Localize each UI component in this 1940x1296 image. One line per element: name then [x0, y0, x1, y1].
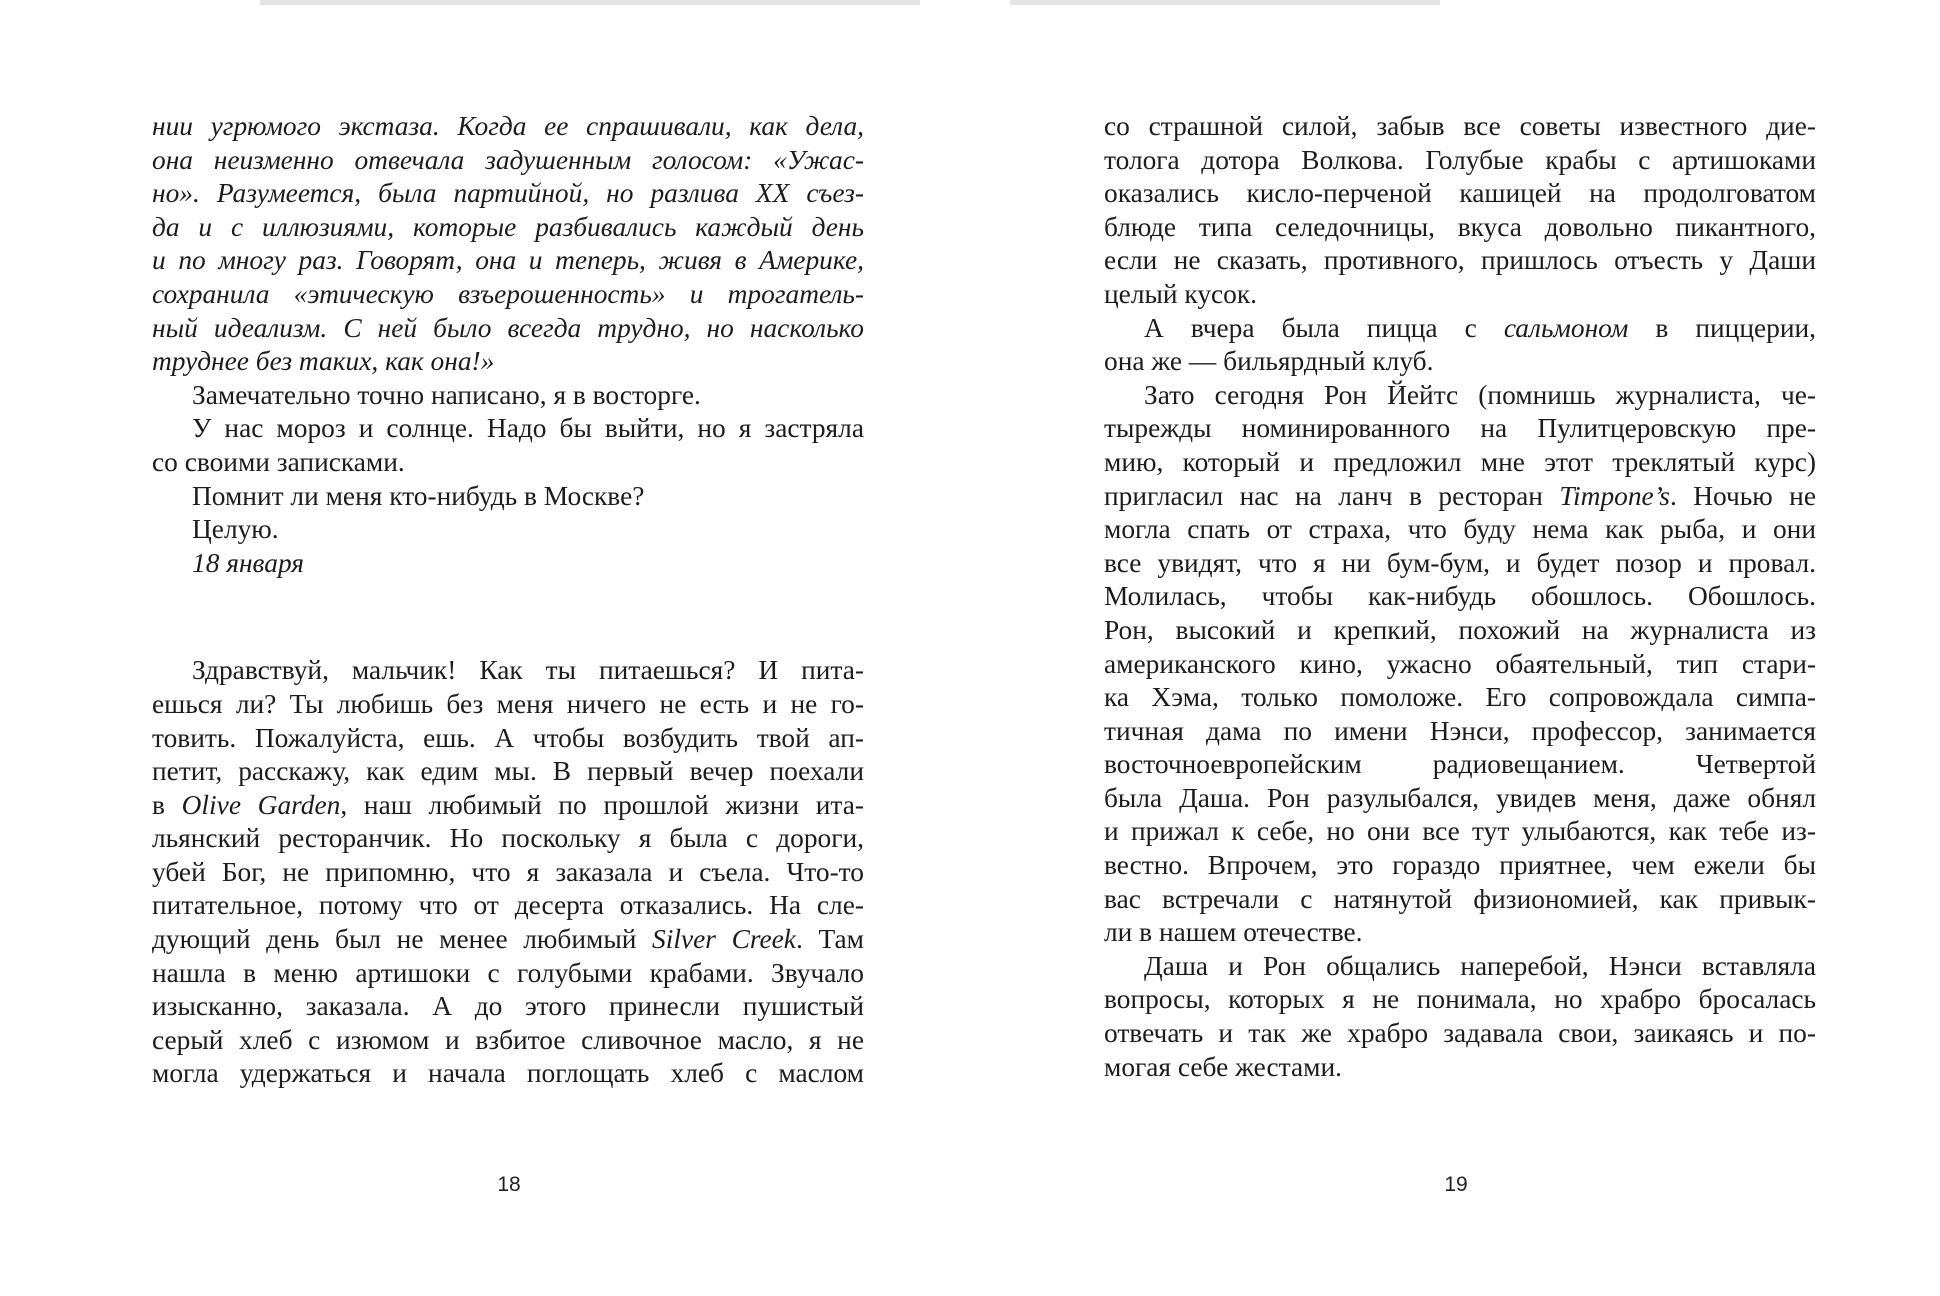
- text-line: отвечать и так же храбро задавала свои, заикаясь и по-: [1104, 1018, 1816, 1049]
- text-line: Даша и Рон общались наперебой, Нэнси вставляла: [1144, 950, 1816, 981]
- text-line: Здравствуй, мальчик! Как ты питаешься? И пита-: [192, 655, 864, 686]
- text-line: вопросы, которых я не понимала, но храбро бросалась: [1104, 984, 1816, 1015]
- text-line: нии угрюмого экстаза. Когда ее спрашивали, как дела,: [152, 111, 864, 141]
- text-line: изысканно, заказала. А до этого принесли пушистый: [152, 991, 864, 1022]
- text-line: ешься ли? Ты любишь без меня ничего не есть и не го-: [152, 688, 864, 719]
- text-line: петит, расскажу, как едим мы. В первый вечер поехали: [152, 756, 864, 787]
- text-line: но». Разумеется, была партийной, но разлива XX съез-: [152, 178, 864, 209]
- text-line: ный идеализм. С ней было всегда трудно, но насколько: [152, 312, 864, 343]
- quoted-paragraph: [152, 110, 864, 379]
- text-segment: , наш любимый по прошлой жизни ита-: [340, 789, 864, 820]
- text-line: сохранила «этическую взъерошенность» и трогатель-: [152, 278, 864, 309]
- text-line: и по многу раз. Говорят, она и теперь, живя в Америке,: [152, 245, 864, 276]
- letter-paragraph: [152, 654, 864, 1091]
- text-line: мию, который и предложил мне этот треклятый курс): [1104, 446, 1816, 477]
- text-segment: . Там: [795, 924, 864, 955]
- text-line: [152, 923, 864, 957]
- paragraph-pizza: [1104, 312, 1816, 379]
- text-line: оказались кисло-перченой кашицей на продолговатом: [1104, 178, 1816, 209]
- text-segment: в пиццерии,: [1628, 312, 1817, 343]
- text-segment: . Ночью не: [1669, 480, 1816, 511]
- text-segment: А вчера была пицца с: [1144, 312, 1504, 343]
- text-segment: дующий день был не менее любимый: [152, 924, 653, 955]
- text-line: тырежды номинированного на Пулитцеровскую пре-: [1104, 413, 1816, 444]
- paragraph-weather: [152, 412, 864, 479]
- page-top-edge: [260, 0, 920, 5]
- letter-date: 18 января: [192, 547, 305, 578]
- text-line: со своими записками.: [152, 446, 405, 477]
- restaurant-name: Olive Garden: [181, 789, 341, 820]
- text-line: Рон, высокий и крепкий, похожий на журналиста из: [1104, 614, 1816, 645]
- paragraph-question: Помнит ли меня кто-нибудь в Москве?: [192, 480, 645, 511]
- left-page: [152, 110, 864, 1091]
- text-line: и прижал к себе, но они все тут улыбаются, как тебе из-: [1104, 816, 1816, 847]
- text-line: она же — бильярдный клуб.: [1104, 346, 1434, 377]
- text-line: У нас мороз и солнце. Надо бы выйти, но я застряла: [192, 413, 864, 444]
- text-line: тичная дама по имени Нэнси, профессор, занимается: [1104, 715, 1816, 746]
- text-line: ли в нашем отечестве.: [1104, 917, 1363, 948]
- restaurant-name: Timpone’s: [1559, 480, 1670, 511]
- paragraph-continuation: [1104, 110, 1816, 312]
- paragraph-closing: Целую.: [192, 514, 279, 545]
- text-line: вас встречали с натянутой физиономией, как привык-: [1104, 883, 1816, 914]
- paragraph-admiration: Замечательно точно написано, я в восторге.: [192, 379, 701, 410]
- paragraph-conversation: [1104, 950, 1816, 1084]
- text-line: со страшной силой, забыв все советы известного дие-: [1104, 111, 1816, 141]
- text-line: вестно. Впрочем, это гораздо приятнее, чем ежели бы: [1104, 850, 1816, 881]
- text-line: Молилась, чтобы как-нибудь обошлось. Обошлось.: [1104, 581, 1816, 612]
- text-line: убей Бог, не припомню, что я заказала и съела. Что-то: [152, 856, 864, 887]
- text-line: толога дотора Волкова. Голубые крабы с артишоками: [1104, 144, 1816, 175]
- text-line: Зато сегодня Рон Йейтс (помнишь журналиста, че-: [1144, 379, 1816, 410]
- text-line: льянский ресторанчик. Но поскольку я была с дороги,: [152, 823, 864, 854]
- right-page: [1104, 110, 1816, 1084]
- text-line: она неизменно отвечала задушенным голосом: «Ужас-: [152, 144, 864, 175]
- page-top-edge: [1010, 0, 1440, 5]
- text-line: была Даша. Рон разулыбался, увидев меня, даже обнял: [1104, 782, 1816, 813]
- text-line: [152, 789, 864, 823]
- text-line: товить. Пожалуйста, ешь. А чтобы возбудить твой ап-: [152, 722, 864, 753]
- text-line: могла удержаться и начала поглощать хлеб с маслом: [152, 1058, 864, 1089]
- text-segment: пригласил нас на ланч в ресторан: [1104, 480, 1560, 511]
- text-line: [1104, 480, 1816, 514]
- text-line: могла спать от страха, что буду нема как рыба, и они: [1104, 514, 1816, 545]
- paragraph-lunch: [1104, 379, 1816, 950]
- text-line: [1104, 312, 1816, 346]
- emphasized-word: сальмоном: [1503, 312, 1629, 343]
- text-line: восточноевропейским радиовещанием. Четвертой: [1104, 749, 1816, 780]
- text-line: американского кино, ужасно обаятельный, тип стари-: [1104, 648, 1816, 679]
- text-line: могая себе жестами.: [1104, 1051, 1342, 1082]
- text-line: серый хлеб с изюмом и взбитое сливочное масло, я не: [152, 1024, 864, 1055]
- page-number: 19: [1444, 1173, 1468, 1196]
- text-line: нашла в меню артишоки с голубыми крабами. Звучало: [152, 957, 864, 988]
- text-line: да и с иллюзиями, которые разбивались каждый день: [152, 211, 864, 242]
- text-line: блюде типа селедочницы, вкуса довольно пикантного,: [1104, 211, 1816, 242]
- text-line: труднее без таких, как она!»: [152, 346, 495, 377]
- text-line: питательное, потому что от десерта отказались. На сле-: [152, 890, 864, 921]
- text-line: целый кусок.: [1104, 278, 1258, 309]
- text-line: все увидят, что я ни бум-бум, и будет позор и провал.: [1104, 547, 1816, 578]
- text-line: ка Хэма, только помоложе. Его сопровождала симпа-: [1104, 682, 1816, 713]
- text-line: если не сказать, противного, пришлось отъесть у Даши: [1104, 245, 1816, 276]
- restaurant-name: Silver Creek: [652, 924, 796, 955]
- text-segment: в: [152, 789, 182, 820]
- page-number: 18: [497, 1173, 521, 1196]
